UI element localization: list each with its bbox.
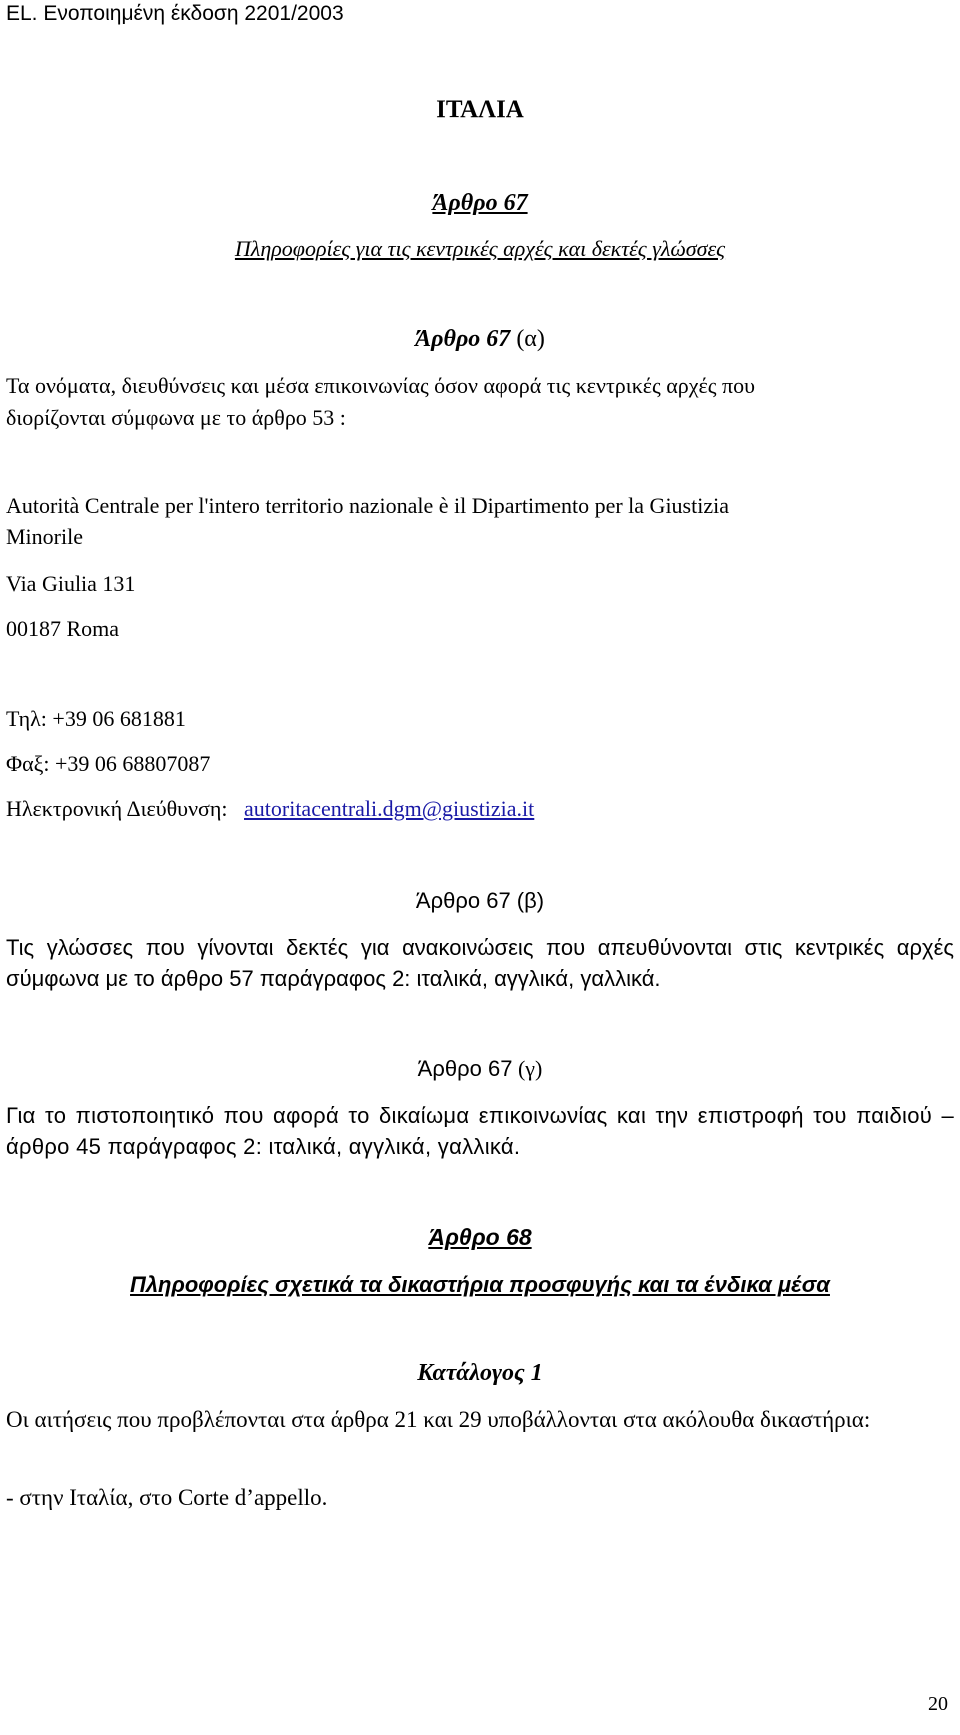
article-67-title: Άρθρο 67 xyxy=(432,190,528,216)
article-67a-heading xyxy=(0,326,960,353)
article-67c-heading xyxy=(0,1056,960,1082)
authority-street: Via Giulia 131 xyxy=(6,571,136,596)
page-number: 20 xyxy=(928,1693,948,1715)
country-title: ΙΤΑΛΙΑ xyxy=(436,96,524,123)
authority-phone: Τηλ: +39 06 681881 xyxy=(6,706,186,731)
authority-city: 00187 Roma xyxy=(6,616,120,641)
article-67a-intro-line1: Τα ονόματα, διευθύνσεις και μέσα επικοινωνίας όσον αφορά τις κεντρικές αρχές που xyxy=(6,373,755,398)
authority-line1: Autorità Centrale per l'intero territorio nazionale è il Dipartimento per la Giustizia xyxy=(6,493,729,518)
document-header: EL. Ενοποιημένη έκδοση 2201/2003 xyxy=(6,2,344,25)
article-68-title: Άρθρο 68 xyxy=(428,1224,532,1250)
article-67a-intro-line2: διορίζονται σύμφωνα με το άρθρο 53 : xyxy=(6,405,346,430)
article-67b-heading: Άρθρο 67 (β) xyxy=(415,888,545,913)
article-67a-heading-number: Άρθρο 67 xyxy=(415,326,511,352)
list-1-text: Οι αιτήσεις που προβλέπονται στα άρθρα 21 και 29 υποβάλλονται στα ακόλουθα δικαστήρια: xyxy=(6,1407,871,1432)
article-67c-heading-number: Άρθρο 67 xyxy=(417,1056,513,1081)
authority-email-row xyxy=(6,793,954,824)
article-67-subtitle: Πληροφορίες για τις κεντρικές αρχές και δεκτές γλώσσες xyxy=(234,236,726,261)
article-67c-text: Για το πιστοποιητικό που αφορά το δικαίωμα επικοινωνίας και την επιστροφή του παιδιού – άρθρο 45 παράγραφος 2: ιταλικά, αγγλικά, γαλλικά. xyxy=(6,1103,954,1159)
article-67c-heading-letter: (γ) xyxy=(512,1056,543,1081)
email-label: Ηλεκτρονική Διεύθυνση: xyxy=(6,796,228,821)
email-link[interactable]: autoritacentrali.dgm@giustizia.it xyxy=(244,796,535,821)
article-68-subtitle: Πληροφορίες σχετικά τα δικαστήρια προσφυγής και τα ένδικα μέσα xyxy=(130,1272,830,1297)
authority-line2: Minorile xyxy=(6,524,83,549)
list-1-heading: Κατάλογος 1 xyxy=(417,1360,543,1386)
list-1-item: - στην Ιταλία, στο Corte d’appello. xyxy=(6,1485,328,1510)
article-67b-text: Τις γλώσσες που γίνονται δεκτές για ανακοινώσεις που απευθύνονται στις κεντρικές αρχές σύμφωνα με το άρθρο 57 παράγραφος 2: ιταλικά, αγγλικά, γαλλικά. xyxy=(6,935,954,991)
article-67a-heading-letter: (α) xyxy=(510,326,545,352)
authority-fax: Φαξ: +39 06 68807087 xyxy=(6,751,211,776)
